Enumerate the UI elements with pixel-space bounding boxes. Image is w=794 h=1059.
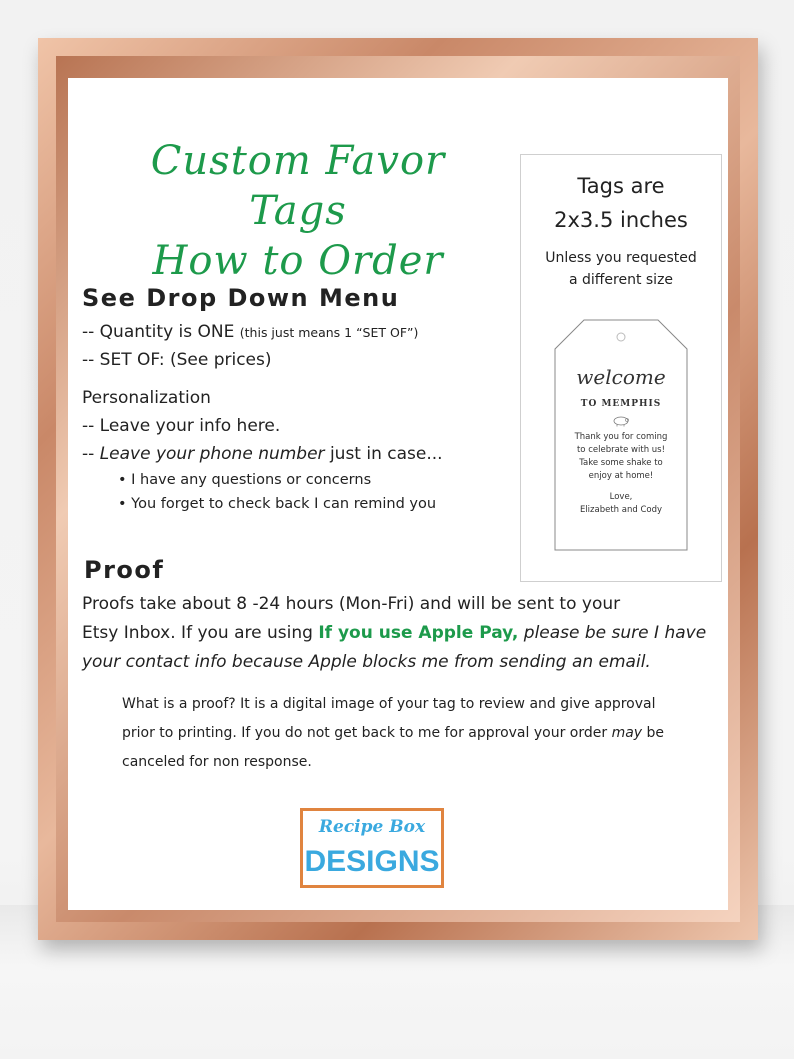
proof-line-2-italic: please be sure I have — [518, 623, 707, 643]
proof-line-2 — [82, 619, 722, 648]
logo-bottom-text: DESIGNS — [304, 845, 440, 878]
title-line-2: How to Order — [152, 238, 444, 284]
recipe-box-designs-logo — [300, 808, 444, 888]
quantity-text: -- Quantity is ONE — [82, 322, 240, 342]
quantity-note: (this just means 1 “SET OF”) — [239, 325, 419, 340]
logo-top-text: Recipe Box — [318, 817, 426, 837]
phone-italic: Leave your phone number — [99, 444, 325, 464]
tag-city: TO MEMPHIS — [580, 399, 662, 409]
print-sheet — [68, 78, 728, 910]
pig-icon — [611, 415, 631, 427]
script-title — [98, 136, 498, 286]
tag-size-box — [520, 154, 722, 582]
tag-size-heading — [521, 169, 721, 237]
tag-signature — [554, 491, 688, 517]
tag-message-line: Take some shake to — [579, 458, 663, 468]
tag-size-note-1: Unless you requested — [545, 250, 697, 266]
leave-info-line: -- Leave your info here. — [82, 416, 281, 436]
tag-names: Elizabeth and Cody — [579, 505, 663, 515]
tag-message — [554, 431, 688, 483]
tag-sign-off: Love, — [609, 492, 633, 502]
bullet-remind: • You forget to check back I can remind you — [118, 496, 437, 512]
tag-message-line: enjoy at home! — [588, 471, 654, 481]
proof-line-3: your contact info because Apple blocks me from sending an email. — [82, 652, 651, 672]
personalization-label: Personalization — [82, 388, 211, 408]
tag-size-line-2: 2x3.5 inches — [554, 208, 688, 232]
tag-size-note — [521, 247, 721, 291]
tag-size-line-1: Tags are — [577, 174, 665, 198]
proof-heading: Proof — [84, 556, 165, 584]
set-of-line: -- SET OF: (See prices) — [82, 350, 272, 370]
sample-tag — [554, 319, 688, 551]
apple-pay-highlight: If you use Apple Pay, — [318, 623, 519, 643]
phone-line — [82, 444, 443, 464]
tag-message-line: to celebrate with us! — [576, 445, 666, 455]
proof-note-prefix: What is a proof? It is a digital image of your tag to review and give approval prior to printing. If you do not get back to me for approval your order — [122, 696, 656, 741]
phone-suffix: just in case... — [324, 444, 443, 464]
bullet-questions: • I have any questions or concerns — [118, 472, 372, 488]
proof-paragraph — [82, 590, 722, 677]
proof-note-italic: may — [611, 725, 643, 741]
phone-prefix: -- — [82, 444, 100, 464]
proof-note-suffix: be canceled for non response. — [122, 725, 665, 770]
proof-line-2-prefix: Etsy Inbox. If you are using — [82, 623, 319, 643]
proof-line-1: Proofs take about 8 -24 hours (Mon-Fri) and will be sent to your — [82, 594, 621, 614]
proof-note — [122, 690, 692, 777]
drop-down-heading: See Drop Down Menu — [82, 284, 400, 312]
title-line-1: Custom Favor Tags — [150, 138, 446, 234]
tag-welcome: welcome — [576, 365, 666, 389]
tag-message-line: Thank you for coming — [574, 432, 668, 442]
quantity-line — [82, 322, 418, 342]
tag-size-note-2: a different size — [568, 272, 674, 288]
